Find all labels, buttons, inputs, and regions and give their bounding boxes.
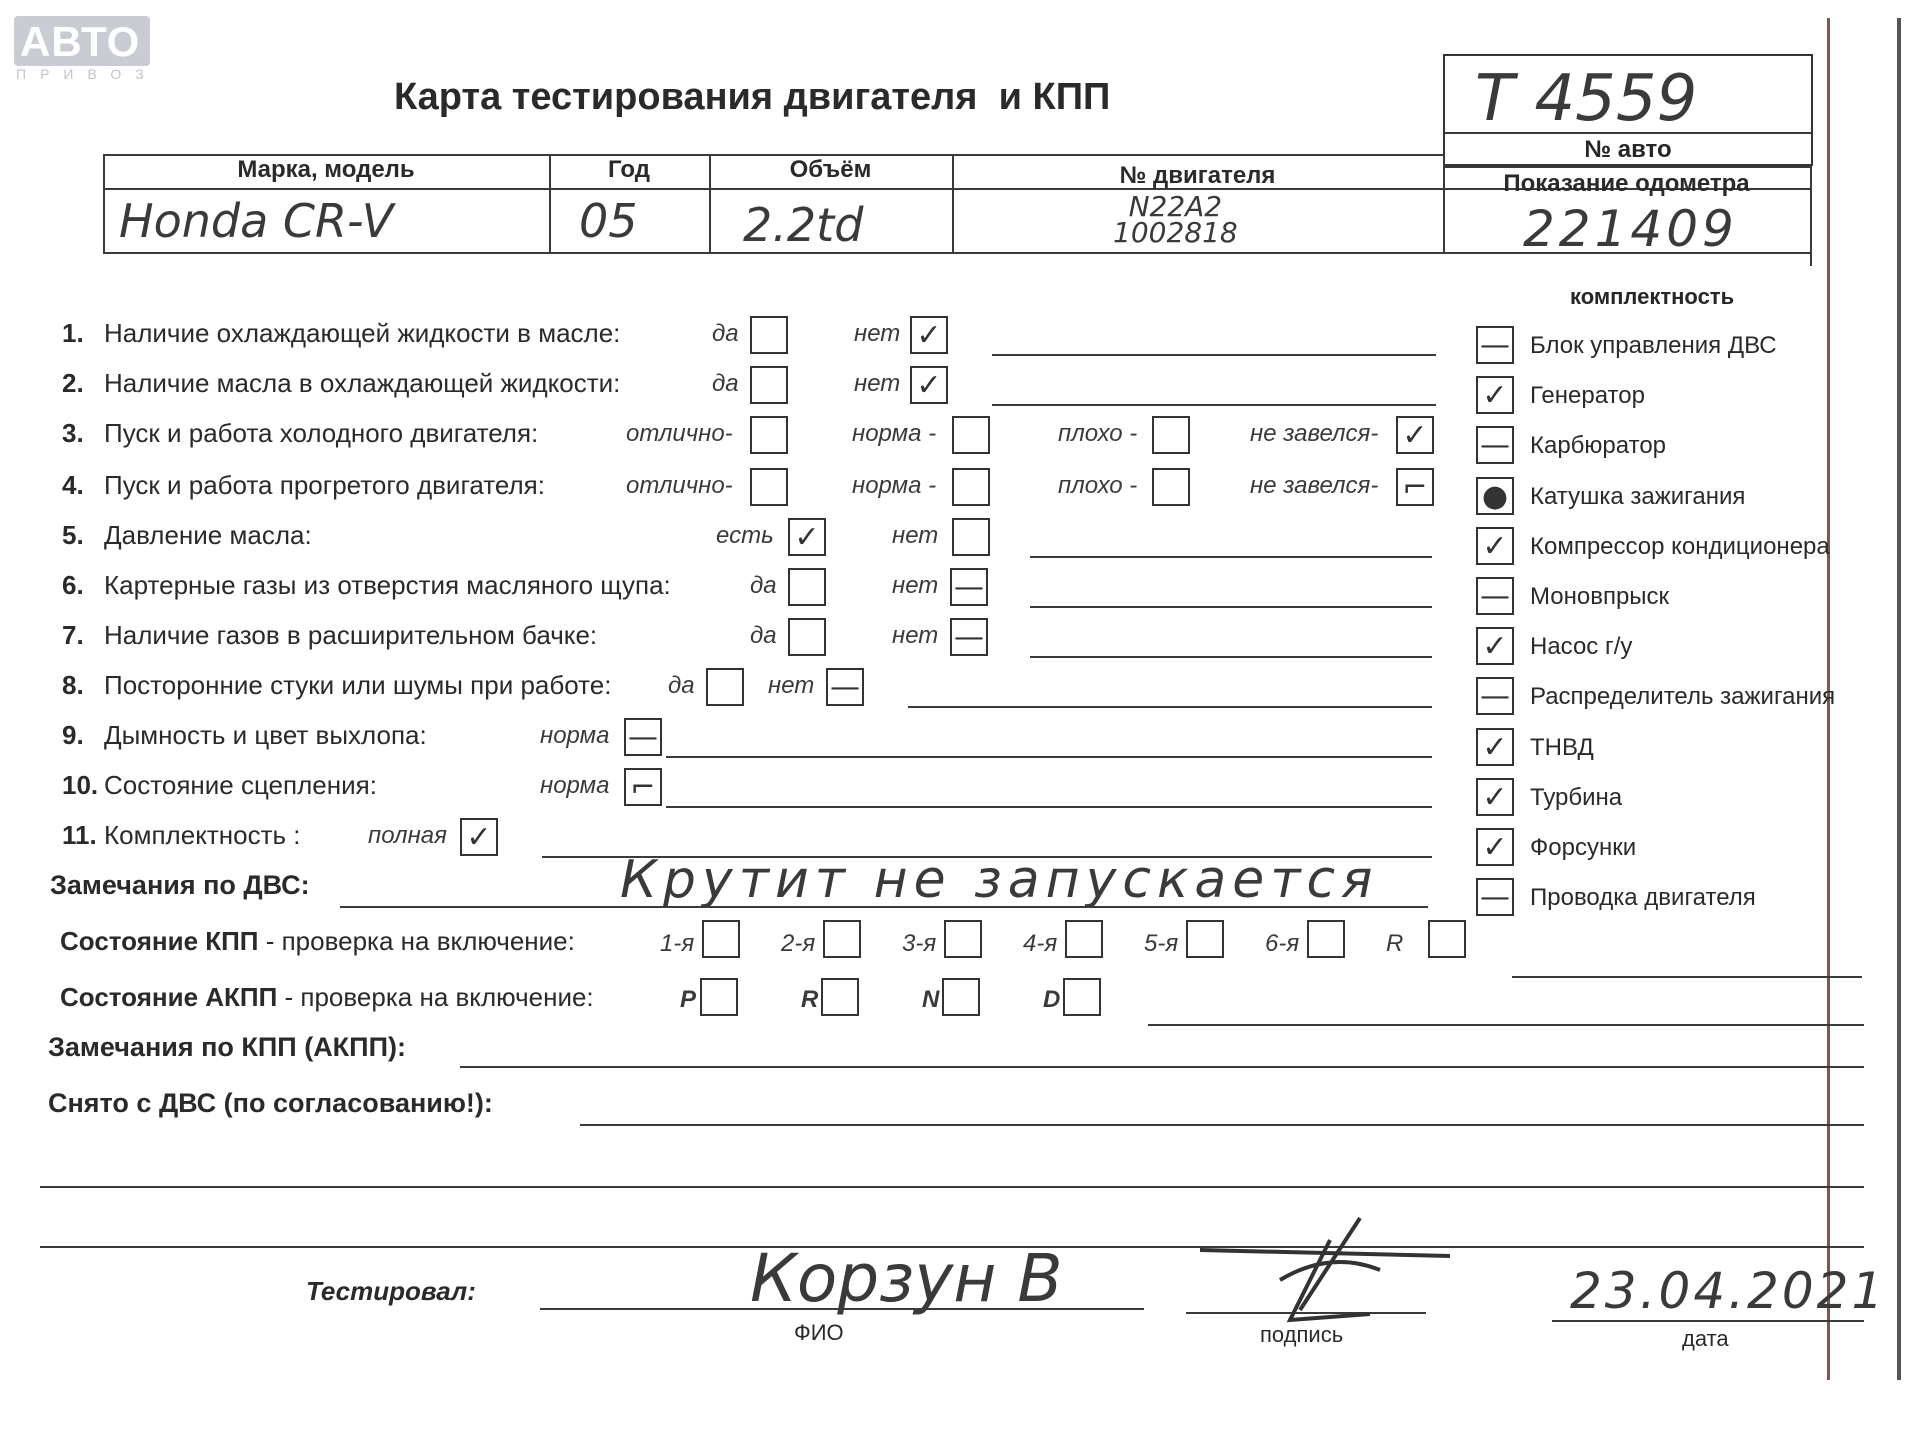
kpp-gear-checkbox[interactable] xyxy=(1186,920,1224,958)
komplekt-item-label: Карбюратор xyxy=(1530,432,1667,460)
kpp-gear-checkbox[interactable] xyxy=(1307,920,1345,958)
option-checkbox[interactable] xyxy=(1152,416,1190,454)
question-number: 7. xyxy=(62,620,84,650)
komplekt-checkbox[interactable] xyxy=(1476,677,1514,715)
option-checkbox[interactable] xyxy=(1396,468,1434,506)
komplekt-checkbox[interactable] xyxy=(1476,477,1514,515)
komplekt-item-label: ТНВД xyxy=(1530,733,1594,761)
checkbox-mark xyxy=(708,670,742,704)
kpp-gear-label: 4-я xyxy=(1023,930,1058,957)
answer-line xyxy=(992,354,1436,356)
extra-line-1 xyxy=(40,1186,1864,1188)
question-number: 2. xyxy=(62,368,84,398)
checkbox-mark: — xyxy=(1480,679,1510,715)
option-label: плохо - xyxy=(1058,420,1138,447)
checkbox-mark xyxy=(954,520,988,554)
option-label: нет xyxy=(854,370,901,397)
cell-odometer: 221409 xyxy=(1523,200,1738,258)
checkbox-mark: — xyxy=(954,620,984,655)
kpp-label-bold: Состояние КПП xyxy=(60,926,259,956)
question-text: Пуск и работа холодного двигателя: xyxy=(104,418,539,448)
option-label: нет xyxy=(892,572,939,599)
removed-label: Снято с ДВС (по согласованию!): xyxy=(48,1088,493,1118)
remarks-dvs-value[interactable]: Крутит не запускается xyxy=(620,850,1379,910)
kpp-gear-checkbox[interactable] xyxy=(702,920,740,958)
option-checkbox[interactable] xyxy=(826,668,864,706)
checkbox-mark: ✓ xyxy=(1482,528,1508,564)
checkbox-mark: ⌐ xyxy=(1402,470,1428,505)
option-label: полная xyxy=(368,822,447,849)
option-label: норма - xyxy=(852,420,937,447)
option-checkbox[interactable] xyxy=(1396,416,1434,454)
komplekt-checkbox[interactable] xyxy=(1476,627,1514,665)
kpp-gear-checkbox[interactable] xyxy=(1065,920,1103,958)
checkbox-mark xyxy=(1154,470,1188,504)
option-label: отлично- xyxy=(626,420,733,447)
question-text: Дымность и цвет выхлопа: xyxy=(104,720,427,750)
question-number: 11. xyxy=(62,820,97,850)
option-label: нет xyxy=(854,320,901,347)
kpp-gear-label: 1-я xyxy=(660,930,695,957)
checkbox-mark: ✓ xyxy=(916,318,942,353)
checkbox-mark: — xyxy=(954,570,984,605)
komplekt-checkbox[interactable] xyxy=(1476,426,1514,464)
col-header-model: Марка, модель xyxy=(237,156,415,183)
car-id-box xyxy=(1443,54,1813,166)
option-label: да xyxy=(712,370,739,397)
kpp-gear-checkbox[interactable] xyxy=(944,920,982,958)
kpp-line xyxy=(1512,976,1862,978)
col-header-odometer: Показание одометра xyxy=(1503,170,1750,197)
kpp-gear-checkbox[interactable] xyxy=(823,920,861,958)
option-label: норма xyxy=(540,772,610,799)
question-text: Комплектность : xyxy=(104,820,301,850)
akpp-label-bold: Состояние АКПП xyxy=(60,982,278,1012)
logo-subtitle: ПРИВОЗ xyxy=(16,66,158,82)
logo-text: АВТО xyxy=(20,18,141,65)
table-top-line-right xyxy=(1443,166,1810,168)
right-edge-line xyxy=(1897,18,1901,1380)
kpp-label-rest: - проверка на включение: xyxy=(258,926,575,956)
option-label: да xyxy=(668,672,695,699)
checkbox-mark: ✓ xyxy=(1482,378,1508,414)
question-number: 5. xyxy=(62,520,84,550)
checkbox-mark: ● xyxy=(1481,478,1509,514)
checkbox-mark: ✓ xyxy=(916,368,942,403)
checkbox-mark xyxy=(752,418,786,452)
kpp-gear-label: 5-я xyxy=(1144,930,1179,957)
checkbox-mark: ✓ xyxy=(1402,418,1428,453)
logo xyxy=(14,16,150,66)
akpp-gear-checkbox[interactable] xyxy=(942,978,980,1016)
question-text: Наличие охлаждающей жидкости в масле: xyxy=(104,318,621,348)
option-checkbox[interactable] xyxy=(910,366,948,404)
option-checkbox[interactable] xyxy=(1152,468,1190,506)
removed-line xyxy=(580,1124,1864,1126)
option-checkbox[interactable] xyxy=(950,568,988,606)
car-id-divider xyxy=(1445,132,1811,134)
komplekt-item-label: Турбина xyxy=(1530,783,1623,811)
komplekt-checkbox[interactable] xyxy=(1476,527,1514,565)
remarks-kpp-label: Замечания по КПП (АКПП): xyxy=(48,1032,406,1062)
option-checkbox[interactable] xyxy=(460,818,498,856)
checkbox-mark xyxy=(954,418,988,452)
kpp-gear-checkbox[interactable] xyxy=(1428,920,1466,958)
checkbox-mark: — xyxy=(1480,579,1510,614)
option-checkbox[interactable] xyxy=(950,618,988,656)
checkbox-mark: — xyxy=(1480,428,1510,464)
kpp-gear-label: 3-я xyxy=(902,930,937,957)
checkbox-mark: — xyxy=(1480,328,1510,363)
tester-name[interactable]: Корзун В xyxy=(750,1240,1063,1317)
question-number: 4. xyxy=(62,470,84,500)
answer-line xyxy=(1030,556,1432,558)
option-checkbox[interactable] xyxy=(788,518,826,556)
checkbox-mark: — xyxy=(1480,880,1510,916)
col-header-engine-no: № двигателя xyxy=(1119,162,1276,189)
car-id-label: № авто xyxy=(1584,136,1672,163)
option-checkbox[interactable] xyxy=(788,618,826,656)
answer-line xyxy=(1030,656,1432,658)
checkbox-mark xyxy=(954,470,988,504)
option-checkbox[interactable] xyxy=(750,416,788,454)
checkbox-mark xyxy=(752,318,786,352)
cell-year: 05 xyxy=(579,194,638,248)
question-number: 1. xyxy=(62,318,84,348)
answer-line xyxy=(1030,606,1432,608)
checkbox-mark xyxy=(790,570,824,604)
question-text: Наличие масла в охлаждающей жидкости: xyxy=(104,368,621,398)
checkbox-mark: — xyxy=(628,720,658,755)
option-checkbox[interactable] xyxy=(952,416,990,454)
sign-label: подпись xyxy=(1260,1322,1344,1347)
komplekt-checkbox[interactable] xyxy=(1476,376,1514,414)
option-checkbox[interactable] xyxy=(788,568,826,606)
checkbox-mark: ✓ xyxy=(1482,629,1508,665)
question-number: 10. xyxy=(62,770,99,800)
checkbox-mark xyxy=(790,620,824,654)
option-checkbox[interactable] xyxy=(952,518,990,556)
checkbox-mark: ✓ xyxy=(1482,830,1508,865)
akpp-gear-checkbox[interactable] xyxy=(1063,978,1101,1016)
kpp-gear-label: 6-я xyxy=(1265,930,1300,957)
cell-volume: 2.2td xyxy=(743,198,864,252)
akpp-gear-label: P xyxy=(680,986,697,1013)
komplekt-checkbox[interactable] xyxy=(1476,728,1514,766)
option-label: нет xyxy=(892,522,939,549)
komplekt-item-label: Генератор xyxy=(1530,382,1645,410)
akpp-line xyxy=(1148,1024,1864,1026)
checkbox-mark: ⌐ xyxy=(630,770,656,805)
option-label: не завелся- xyxy=(1250,420,1379,447)
signature-image xyxy=(1180,1210,1480,1330)
akpp-label-rest: - проверка на включение: xyxy=(277,982,594,1012)
option-checkbox[interactable] xyxy=(750,316,788,354)
checkbox-mark xyxy=(1154,418,1188,452)
akpp-gear-checkbox[interactable] xyxy=(821,978,859,1016)
option-checkbox[interactable] xyxy=(750,468,788,506)
option-label: есть xyxy=(716,522,774,549)
cell-model: Honda CR-V xyxy=(119,194,394,248)
answer-line xyxy=(992,404,1436,406)
akpp-gear-label: N xyxy=(922,986,940,1013)
checkbox-mark: ✓ xyxy=(466,820,492,855)
question-text: Посторонние стуки или шумы при работе: xyxy=(104,670,612,700)
akpp-label xyxy=(60,982,594,1013)
komplekt-checkbox[interactable] xyxy=(1476,577,1514,615)
option-label: отлично- xyxy=(626,472,733,499)
option-checkbox[interactable] xyxy=(910,316,948,354)
fio-label: ФИО xyxy=(794,1320,844,1345)
komplekt-checkbox[interactable] xyxy=(1476,778,1514,816)
page-title: Карта тестирования двигателя и КПП xyxy=(394,76,1111,118)
question-number: 8. xyxy=(62,670,84,700)
cell-engine-no: N22A2 1002818 xyxy=(1113,190,1238,249)
option-checkbox[interactable] xyxy=(750,366,788,404)
checkbox-mark xyxy=(752,368,786,402)
col-header-year: Год xyxy=(608,156,650,183)
option-label: нет xyxy=(768,672,815,699)
komplekt-checkbox[interactable] xyxy=(1476,828,1514,866)
option-checkbox[interactable] xyxy=(952,468,990,506)
question-text: Состояние сцепления: xyxy=(104,770,377,800)
header-table xyxy=(103,154,1810,264)
answer-line xyxy=(666,806,1432,808)
question-number: 3. xyxy=(62,418,84,448)
komplekt-checkbox[interactable] xyxy=(1476,326,1514,364)
komplekt-item-label: Компрессор кондиционера xyxy=(1530,532,1830,560)
question-text: Наличие газов в расширительном бачке: xyxy=(104,620,598,650)
checkbox-mark xyxy=(752,470,786,504)
checkbox-mark: ✓ xyxy=(1482,729,1508,765)
kpp-label xyxy=(60,926,575,957)
remarks-dvs-label: Замечания по ДВС: xyxy=(50,870,310,900)
answer-line xyxy=(666,756,1432,758)
komplekt-item-label: Блок управления ДВС xyxy=(1530,332,1777,359)
komplekt-item-label: Проводка двигателя xyxy=(1530,884,1756,912)
question-text: Давление масла: xyxy=(104,520,312,550)
option-checkbox[interactable] xyxy=(624,768,662,806)
komplekt-item-label: Насос г/у xyxy=(1530,633,1633,661)
option-label: плохо - xyxy=(1058,472,1138,499)
kpp-gear-label: 2-я xyxy=(781,930,816,957)
question-number: 9. xyxy=(62,720,84,750)
option-label: норма xyxy=(540,722,610,749)
akpp-gear-label: D xyxy=(1043,986,1061,1013)
option-checkbox[interactable] xyxy=(624,718,662,756)
komplekt-item-label: Распределитель зажигания xyxy=(1530,683,1836,711)
question-text: Пуск и работа прогретого двигателя: xyxy=(104,470,545,500)
akpp-gear-label: R xyxy=(801,986,819,1013)
komplekt-item-label: Моновпрыск xyxy=(1530,583,1670,610)
option-label: да xyxy=(750,622,777,649)
table-col-line xyxy=(1810,166,1812,266)
option-label: не завелся- xyxy=(1250,472,1379,499)
test-date[interactable]: 23.04.2021 xyxy=(1570,1262,1887,1320)
option-label: да xyxy=(750,572,777,599)
komplekt-item-label: Форсунки xyxy=(1530,834,1637,861)
option-label: да xyxy=(712,320,739,347)
answer-line xyxy=(908,706,1432,708)
komplekt-checkbox[interactable] xyxy=(1476,878,1514,916)
table-col-line xyxy=(1443,154,1445,254)
col-header-volume: Объём xyxy=(789,156,872,183)
date-line xyxy=(1552,1320,1864,1322)
kpp-gear-label: R xyxy=(1386,930,1404,957)
date-label: дата xyxy=(1682,1326,1729,1351)
option-label: нет xyxy=(892,622,939,649)
checkbox-mark: — xyxy=(830,670,860,705)
option-label: норма - xyxy=(852,472,937,499)
question-text: Картерные газы из отверстия масляного щупа: xyxy=(104,570,671,600)
remarks-kpp-line xyxy=(460,1066,1864,1068)
option-checkbox[interactable] xyxy=(706,668,744,706)
akpp-gear-checkbox[interactable] xyxy=(700,978,738,1016)
question-number: 6. xyxy=(62,570,84,600)
komplekt-item-label: Катушка зажигания xyxy=(1530,482,1746,510)
checkbox-mark: ✓ xyxy=(1482,779,1508,815)
komplekt-title: комплектность xyxy=(1570,284,1735,309)
checkbox-mark: ✓ xyxy=(794,520,820,555)
car-id-value: T 4559 xyxy=(1475,62,1698,136)
tested-label: Тестировал: xyxy=(306,1276,476,1306)
